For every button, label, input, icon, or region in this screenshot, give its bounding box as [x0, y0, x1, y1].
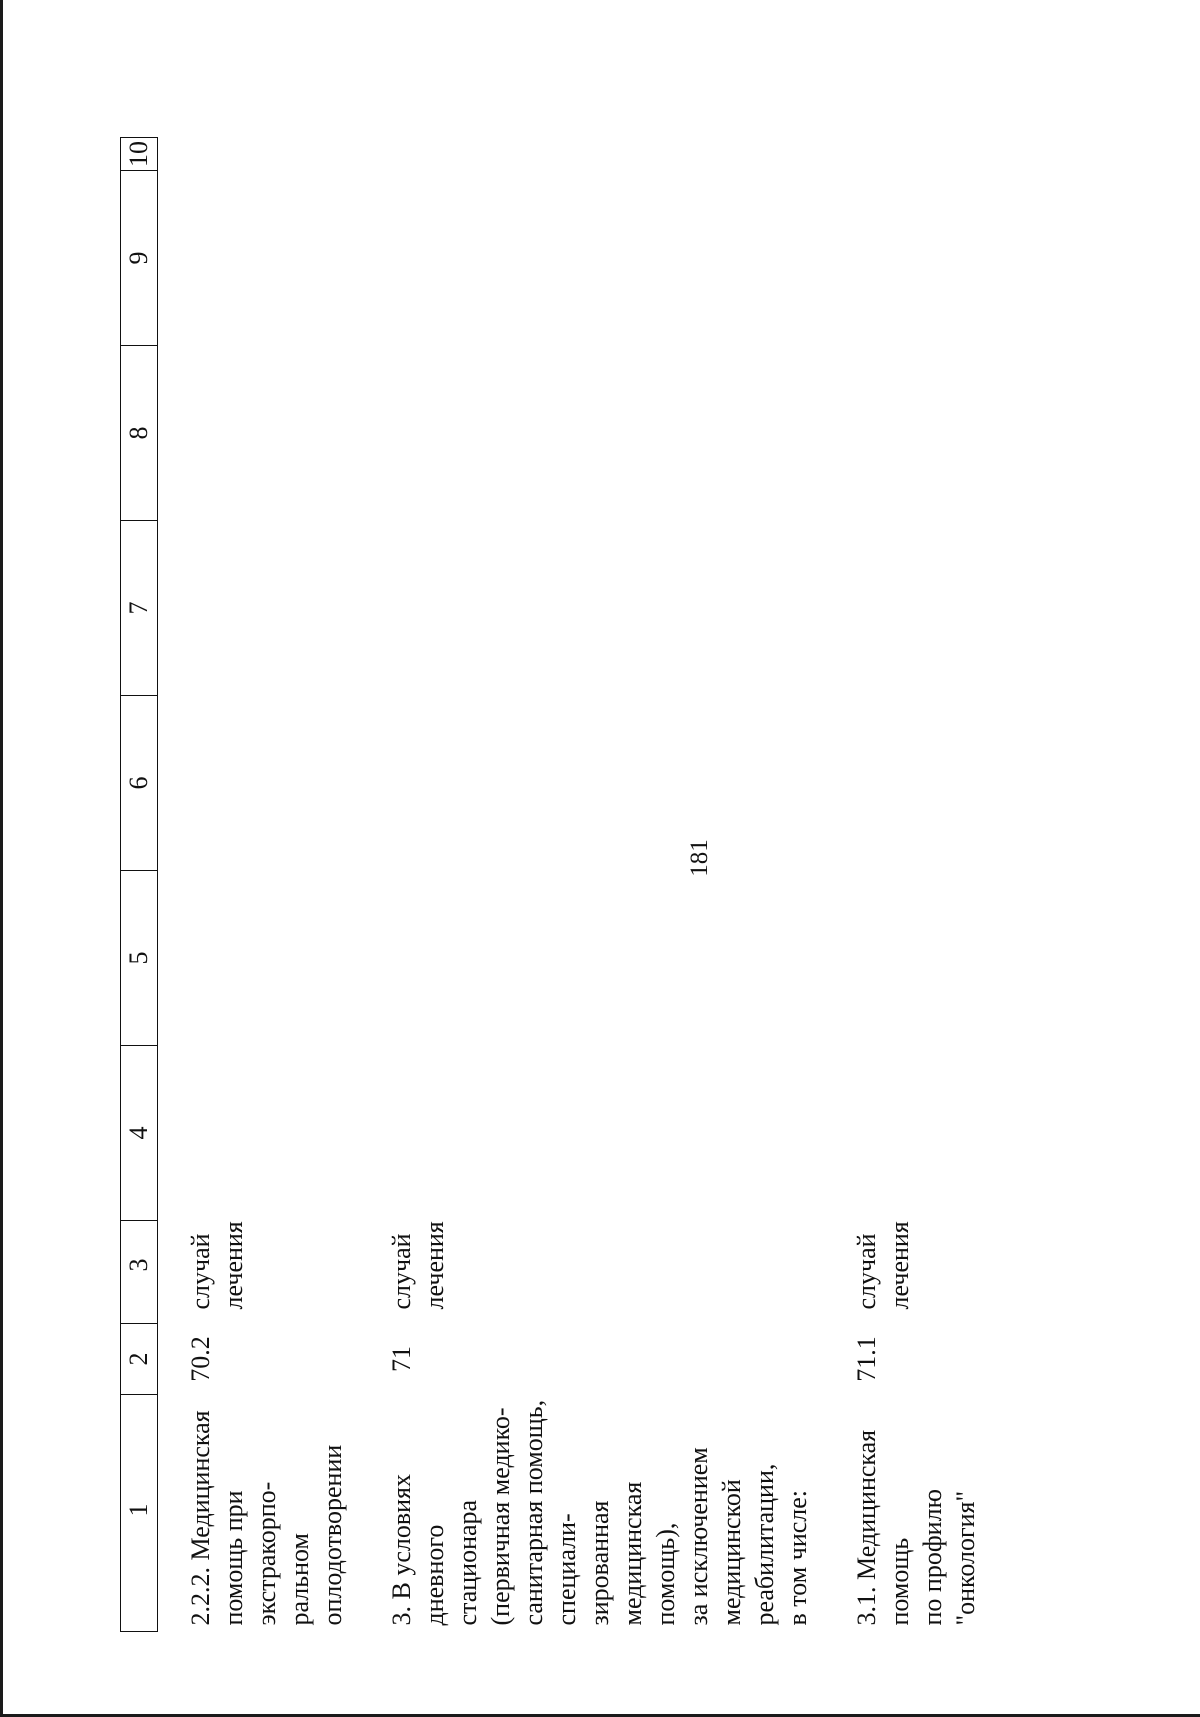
- cell-empty: [349, 346, 814, 521]
- row-code: 70.2: [186, 1336, 215, 1382]
- cell-empty: [349, 521, 814, 696]
- header-row: [121, 138, 158, 1632]
- rotated-table: [120, 114, 980, 1632]
- row-code: 71.1: [852, 1336, 881, 1382]
- cell-empty: [814, 346, 982, 521]
- cell-empty: [814, 521, 982, 696]
- row-name: 2.2.2. Медицинская помощь при экстракорпо- ральном оплодотворении: [186, 1410, 347, 1626]
- table-row: [158, 138, 350, 1632]
- table-row: [349, 138, 814, 1632]
- cell-empty: [349, 871, 814, 1046]
- cell-empty: [814, 1046, 982, 1221]
- row-unit: случай лечения: [387, 1221, 449, 1310]
- cell-empty: [349, 696, 814, 871]
- row-unit: случай лечения: [852, 1221, 914, 1310]
- cell-empty: [814, 171, 982, 346]
- data-table: [120, 137, 982, 1632]
- row-name: 3. В условиях дневного стационара (первичная медико- санитарная помощь, специали- зированная медицинская помощь), за исключением медицинской реабилитации, в том числе:: [387, 1399, 812, 1626]
- cell-empty: [349, 1046, 814, 1221]
- col-header-9: 9: [121, 171, 158, 346]
- table-row: [814, 138, 982, 1632]
- row-code: 71: [387, 1346, 416, 1372]
- col-header-1: 1: [121, 1395, 158, 1632]
- col-header-7: 7: [121, 521, 158, 696]
- cell-empty: [158, 346, 350, 521]
- cell-empty: [158, 138, 350, 171]
- cell-empty: [158, 521, 350, 696]
- cell-empty: [814, 871, 982, 1046]
- col-header-2: 2: [121, 1324, 158, 1395]
- col-header-3: 3: [121, 1221, 158, 1324]
- cell-empty: [158, 871, 350, 1046]
- scan-edge-left: [0, 0, 3, 1717]
- row-name: 3.1. Медицинская помощь по профилю "онкология": [852, 1429, 980, 1626]
- cell-empty: [814, 696, 982, 871]
- page-number: 181: [686, 839, 713, 877]
- cell-empty: [158, 1046, 350, 1221]
- col-header-5: 5: [121, 871, 158, 1046]
- col-header-10: 10: [121, 138, 158, 171]
- cell-empty: [158, 696, 350, 871]
- cell-empty: [158, 171, 350, 346]
- cell-empty: [349, 171, 814, 346]
- col-header-4: 4: [121, 1046, 158, 1221]
- cell-empty: [814, 138, 982, 171]
- col-header-8: 8: [121, 346, 158, 521]
- row-unit: случай лечения: [186, 1221, 248, 1310]
- col-header-6: 6: [121, 696, 158, 871]
- cell-empty: [349, 138, 814, 171]
